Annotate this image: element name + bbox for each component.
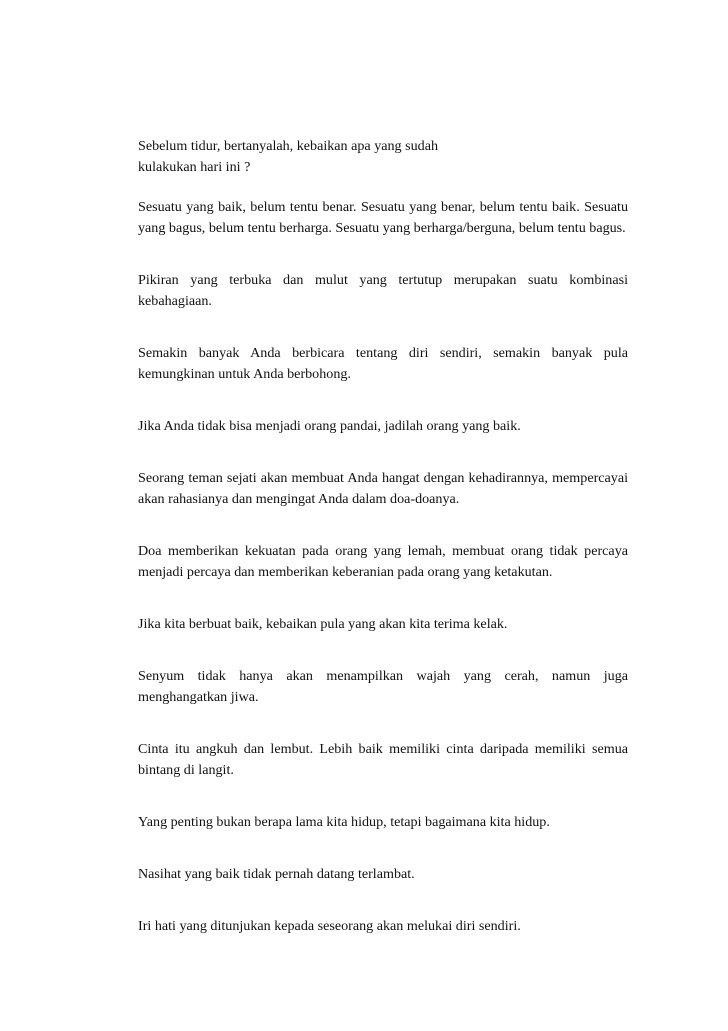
paragraph-13: Iri hati yang ditunjukan kepada seseorang akan melukai diri sendiri. xyxy=(138,918,521,934)
document-page xyxy=(138,136,628,937)
paragraph-5: Jika Anda tidak bisa menjadi orang pandai, jadilah orang yang baik. xyxy=(138,418,521,434)
paragraph-3: Pikiran yang terbuka dan mulut yang tertutup merupakan suatu kombinasi kebahagiaan. xyxy=(138,272,628,309)
paragraph-1: Sebelum tidur, bertanyalah, kebaikan apa yang sudah kulakukan hari ini ? xyxy=(138,138,439,175)
paragraph-9: Senyum tidak hanya akan menampilkan wajah yang cerah, namun juga menghangatkan jiwa. xyxy=(138,668,628,705)
paragraph-11: Yang penting bukan berapa lama kita hidup, tetapi bagaimana kita hidup. xyxy=(138,814,550,830)
paragraph-2: Sesuatu yang baik, belum tentu benar. Sesuatu yang benar, belum tentu baik. Sesuatu yang bagus, belum tentu berharga. Sesuatu yang berharga/berguna, belum tentu bagus. xyxy=(138,199,628,236)
paragraph-10: Cinta itu angkuh dan lembut. Lebih baik memiliki cinta daripada memiliki semua bintang di langit. xyxy=(138,741,628,778)
paragraph-6: Seorang teman sejati akan membuat Anda hangat dengan kehadirannya, mempercayai akan rahasianya dan mengingat Anda dalam doa-doanya. xyxy=(138,470,628,507)
paragraph-4: Semakin banyak Anda berbicara tentang diri sendiri, semakin banyak pula kemungkinan untuk Anda berbohong. xyxy=(138,345,628,382)
paragraph-7: Doa memberikan kekuatan pada orang yang lemah, membuat orang tidak percaya menjadi percaya dan memberikan keberanian pada orang yang ketakutan. xyxy=(138,543,628,580)
paragraph-8: Jika kita berbuat baik, kebaikan pula yang akan kita terima kelak. xyxy=(138,616,508,632)
paragraph-12: Nasihat yang baik tidak pernah datang terlambat. xyxy=(138,866,415,882)
